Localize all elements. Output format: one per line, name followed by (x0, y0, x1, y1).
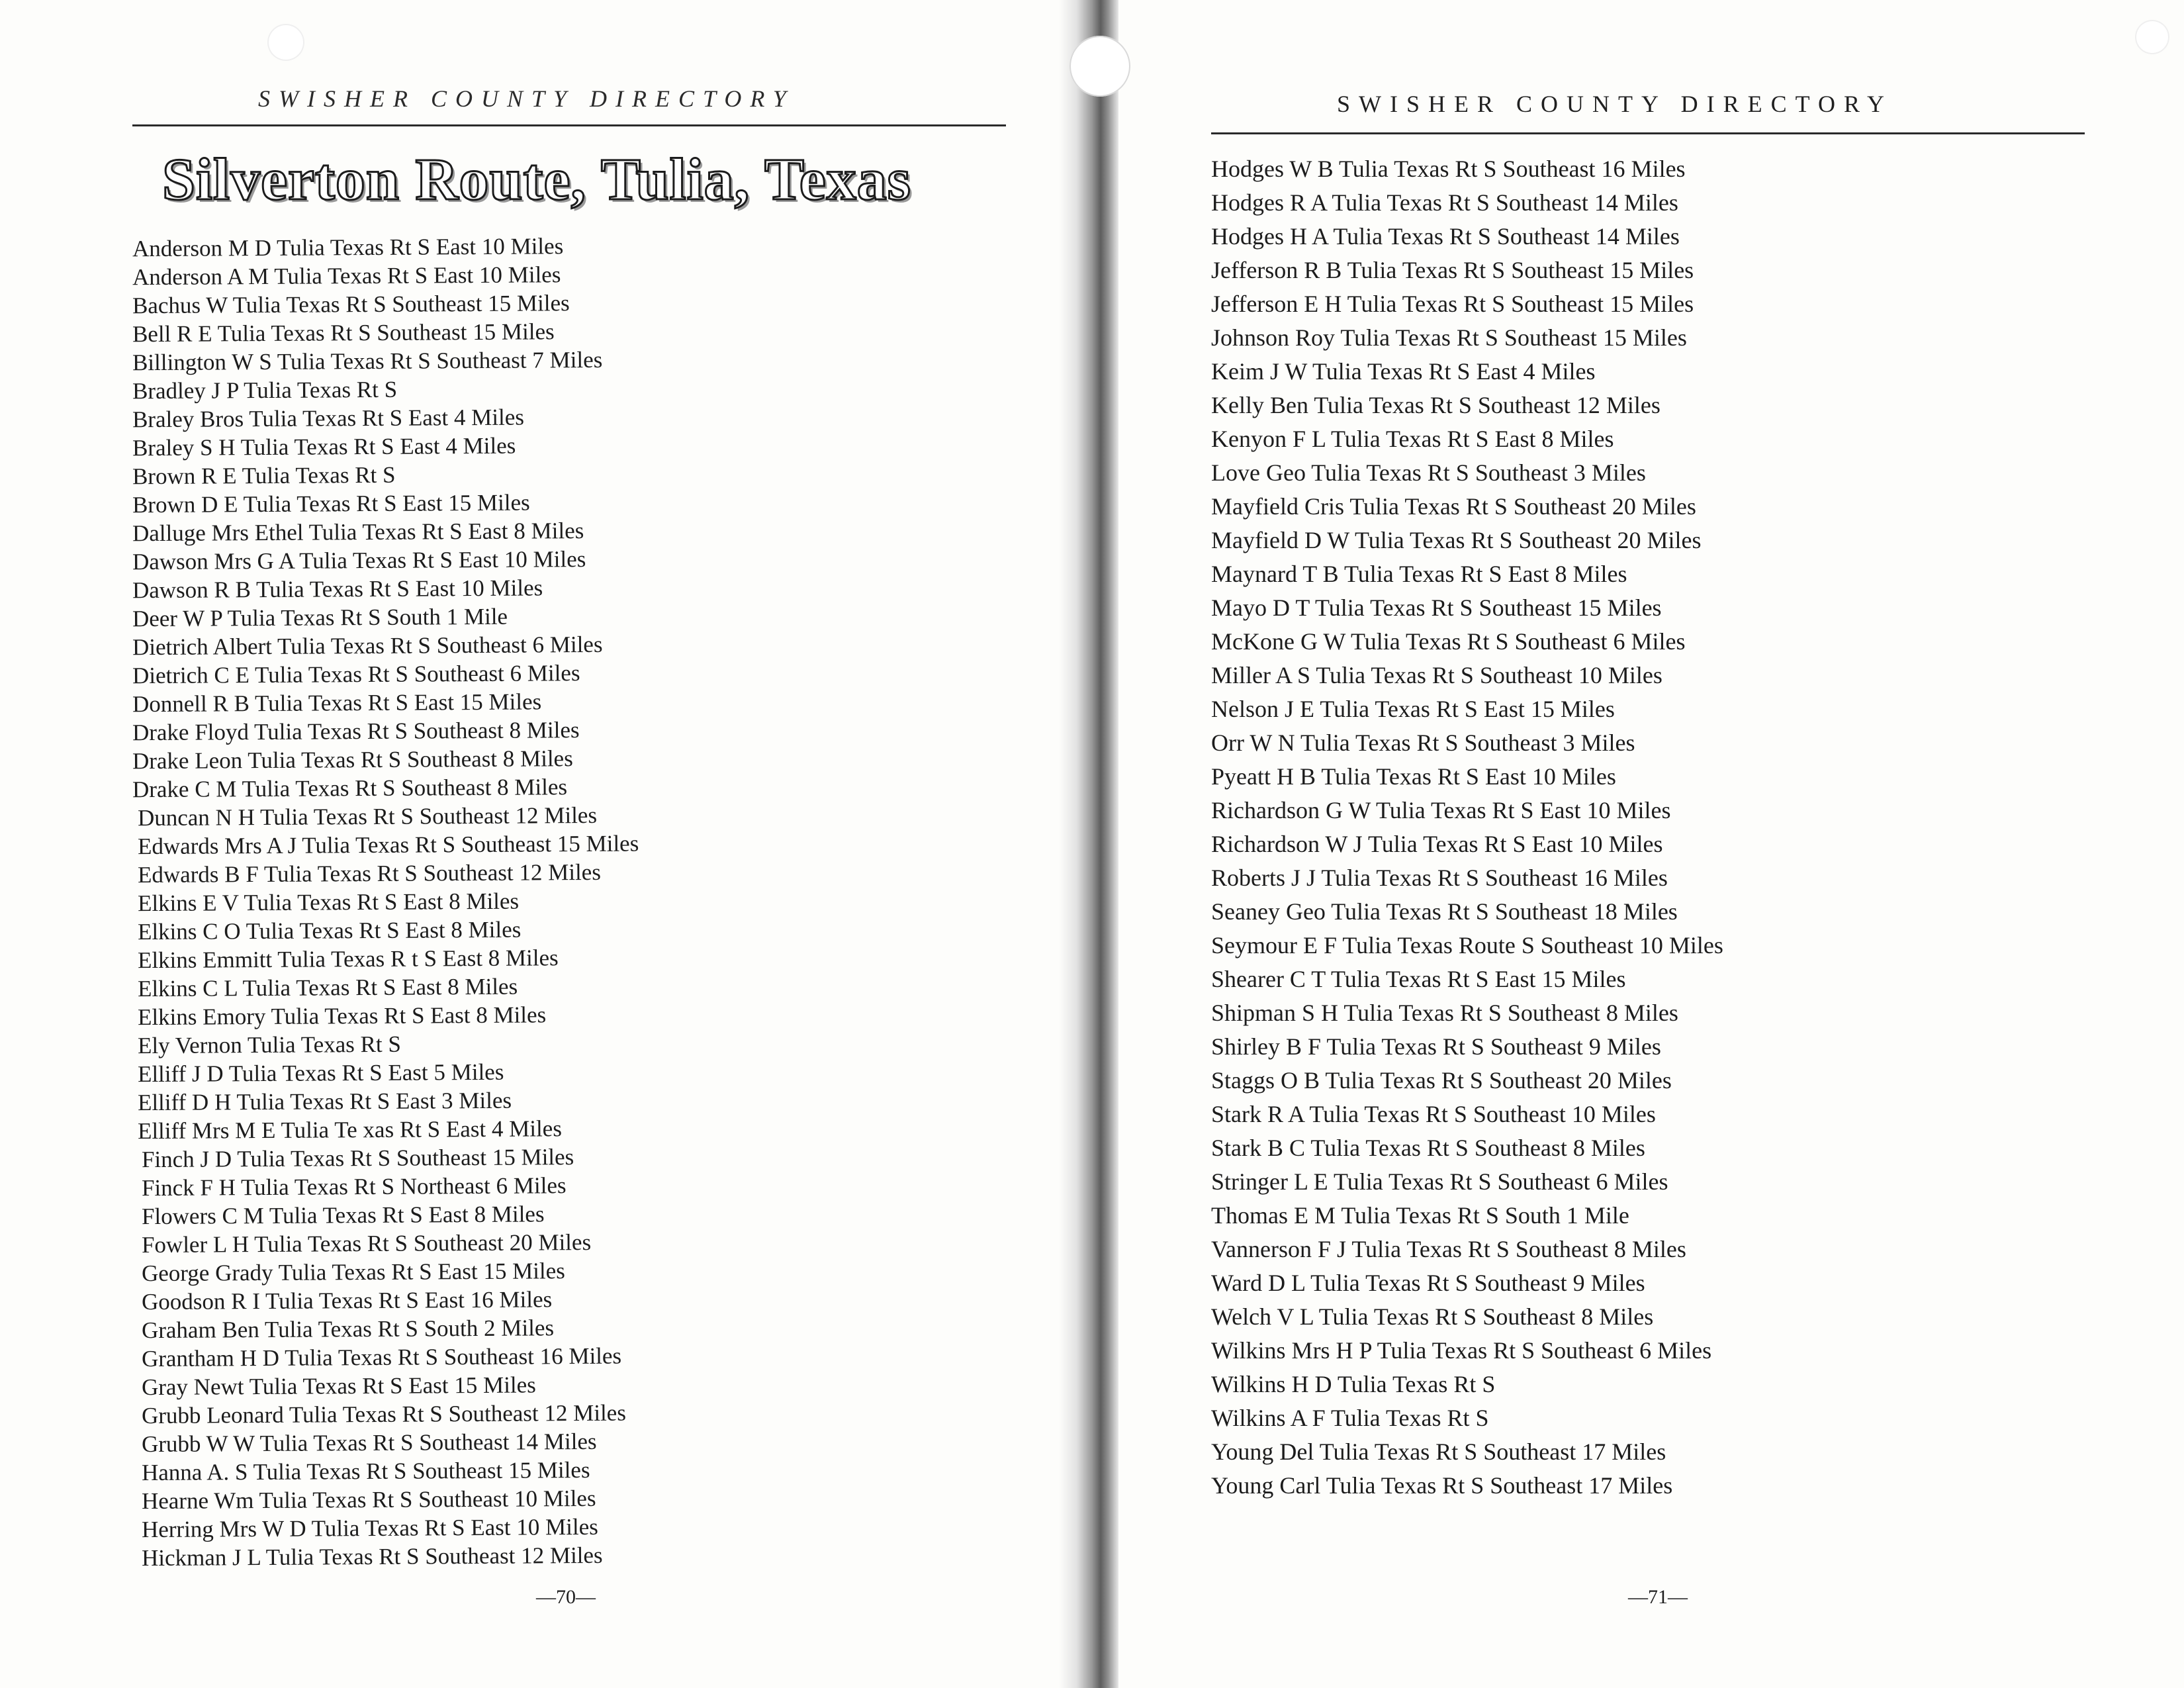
directory-entry: Bell R E Tulia Texas Rt S Southeast 15 Miles (132, 318, 555, 348)
directory-entry: Elkins Emmitt Tulia Texas R t S East 8 Miles (137, 945, 559, 974)
directory-entry: Elkins C O Tulia Texas Rt S East 8 Miles (137, 916, 522, 945)
directory-entry: Kelly Ben Tulia Texas Rt S Southeast 12 Miles (1211, 392, 1661, 418)
binding-gutter (1059, 0, 1118, 1688)
directory-entry: Flowers C M Tulia Texas Rt S East 8 Miles (141, 1201, 545, 1230)
directory-entry: Johnson Roy Tulia Texas Rt S Southeast 15 Miles (1211, 324, 1687, 351)
directory-entry: Mayo D T Tulia Texas Rt S Southeast 15 Miles (1211, 594, 1662, 621)
directory-entry: Orr W N Tulia Texas Rt S Southeast 3 Miles (1211, 729, 1635, 756)
punch-hole (2135, 20, 2169, 54)
directory-entry: Maynard T B Tulia Texas Rt S East 8 Miles (1211, 561, 1627, 587)
directory-entry: McKone G W Tulia Texas Rt S Southeast 6 Miles (1211, 628, 1686, 655)
directory-entry: Fowler L H Tulia Texas Rt S Southeast 20 Miles (141, 1229, 592, 1258)
directory-entry: Nelson J E Tulia Texas Rt S East 15 Miles (1211, 696, 1615, 722)
directory-entry: Elkins Emory Tulia Texas Rt S East 8 Miles (137, 1002, 547, 1031)
directory-entry: Hearne Wm Tulia Texas Rt S Southeast 10 Miles (141, 1485, 596, 1515)
punch-hole (1069, 36, 1130, 97)
directory-entry: Vannerson F J Tulia Texas Rt S Southeast 8 Miles (1211, 1236, 1686, 1262)
directory-entry: Bachus W Tulia Texas Rt S Southeast 15 Miles (132, 290, 570, 319)
directory-entry: Stringer L E Tulia Texas Rt S Southeast 6 Miles (1211, 1168, 1668, 1195)
directory-entry: Hodges H A Tulia Texas Rt S Southeast 14 Miles (1211, 223, 1680, 250)
directory-entry: Young Carl Tulia Texas Rt S Southeast 17 Miles (1211, 1472, 1673, 1499)
directory-entry: Shearer C T Tulia Texas Rt S East 15 Miles (1211, 966, 1626, 992)
directory-entry: Duncan N H Tulia Texas Rt S Southeast 12 Miles (137, 802, 598, 831)
directory-entry: Grubb Leonard Tulia Texas Rt S Southeast 12 Miles (141, 1399, 627, 1429)
directory-entry: Anderson M D Tulia Texas Rt S East 10 Miles (132, 233, 564, 262)
directory-entry: Young Del Tulia Texas Rt S Southeast 17 Miles (1211, 1438, 1666, 1465)
directory-entry: Hodges R A Tulia Texas Rt S Southeast 14 Miles (1211, 189, 1678, 216)
directory-entry: Mayfield D W Tulia Texas Rt S Southeast 20 Miles (1211, 527, 1702, 553)
directory-entry: Hodges W B Tulia Texas Rt S Southeast 16 Miles (1211, 156, 1686, 182)
directory-entry: Staggs O B Tulia Texas Rt S Southeast 20 Miles (1211, 1067, 1672, 1094)
directory-entry: Donnell R B Tulia Texas Rt S East 15 Miles (132, 688, 542, 718)
directory-entry: Shipman S H Tulia Texas Rt S Southeast 8 Miles (1211, 1000, 1678, 1026)
directory-entry: Dietrich Albert Tulia Texas Rt S Southeast 6 Miles (132, 631, 603, 661)
directory-entry: Elkins C L Tulia Texas Rt S East 8 Miles (137, 973, 518, 1002)
directory-entry: Ward D L Tulia Texas Rt S Southeast 9 Miles (1211, 1270, 1645, 1296)
directory-entry: Dalluge Mrs Ethel Tulia Texas Rt S East 8 Miles (132, 518, 584, 547)
directory-entry: Deer W P Tulia Texas Rt S South 1 Mile (132, 603, 508, 632)
directory-entry: Edwards B F Tulia Texas Rt S Southeast 12 Miles (137, 859, 602, 888)
directory-entry: Brown D E Tulia Texas Rt S East 15 Miles (132, 489, 530, 518)
directory-entry: Wilkins H D Tulia Texas Rt S (1211, 1371, 1496, 1397)
directory-entry: Finck F H Tulia Texas Rt S Northeast 6 Miles (141, 1172, 567, 1201)
directory-entry: Herring Mrs W D Tulia Texas Rt S East 10 Miles (141, 1513, 598, 1543)
directory-entry: Drake Leon Tulia Texas Rt S Southeast 8 Miles (132, 745, 573, 774)
header-rule (1211, 132, 2085, 134)
directory-entry: Seaney Geo Tulia Texas Rt S Southeast 18 Miles (1211, 898, 1678, 925)
running-head: SWISHER COUNTY DIRECTORY (1337, 91, 1893, 117)
directory-entry: Braley Bros Tulia Texas Rt S East 4 Miles (132, 404, 525, 433)
left-page (0, 0, 1059, 1688)
directory-entry: Billington W S Tulia Texas Rt S Southeast 7 Miles (132, 346, 603, 376)
directory-entry: Jefferson E H Tulia Texas Rt S Southeast 15 Miles (1211, 291, 1694, 317)
directory-entry: Richardson G W Tulia Texas Rt S East 10 Miles (1211, 797, 1671, 823)
directory-entry: Ely Vernon Tulia Texas Rt S (137, 1031, 401, 1059)
directory-entry: Shirley B F Tulia Texas Rt S Southeast 9 Miles (1211, 1033, 1661, 1060)
directory-entry: Miller A S Tulia Texas Rt S Southeast 10 Miles (1211, 662, 1662, 688)
directory-entry: Dietrich C E Tulia Texas Rt S Southeast 6 Miles (132, 660, 580, 689)
directory-listing (1211, 152, 2164, 1503)
directory-entry: Elliff Mrs M E Tulia Te xas Rt S East 4 Miles (137, 1115, 563, 1145)
directory-entry: Richardson W J Tulia Texas Rt S East 10 Miles (1211, 831, 1663, 857)
page-number: —71— (1628, 1586, 1688, 1608)
directory-entry: Pyeatt H B Tulia Texas Rt S East 10 Miles (1211, 763, 1616, 790)
right-page (1118, 0, 2184, 1688)
page-number: —70— (536, 1586, 596, 1608)
directory-entry: Brown R E Tulia Texas Rt S (132, 461, 396, 490)
directory-entry: Dawson R B Tulia Texas Rt S East 10 Miles (132, 575, 543, 604)
directory-entry: Dawson Mrs G A Tulia Texas Rt S East 10 Miles (132, 546, 586, 575)
header-rule (132, 124, 1006, 126)
directory-entry: Stark B C Tulia Texas Rt S Southeast 8 Miles (1211, 1135, 1645, 1161)
directory-entry: Graham Ben Tulia Texas Rt S South 2 Miles (141, 1315, 555, 1344)
directory-entry: Welch V L Tulia Texas Rt S Southeast 8 Miles (1211, 1303, 1654, 1330)
directory-entry: Edwards Mrs A J Tulia Texas Rt S Southeast 15 Miles (137, 830, 639, 860)
directory-entry: George Grady Tulia Texas Rt S East 15 Miles (141, 1258, 565, 1287)
directory-entry: Kenyon F L Tulia Texas Rt S East 8 Miles (1211, 426, 1614, 452)
directory-entry: Stark R A Tulia Texas Rt S Southeast 10 Miles (1211, 1101, 1656, 1127)
directory-entry: Finch J D Tulia Texas Rt S Southeast 15 Miles (141, 1144, 574, 1173)
directory-entry: Hanna A. S Tulia Texas Rt S Southeast 15 Miles (141, 1456, 590, 1486)
directory-entry: Elkins E V Tulia Texas Rt S East 8 Miles (137, 888, 520, 917)
directory-entry: Grantham H D Tulia Texas Rt S Southeast 16 Miles (141, 1342, 622, 1372)
directory-entry: Elliff D H Tulia Texas Rt S East 3 Miles (137, 1087, 512, 1116)
directory-entry: Love Geo Tulia Texas Rt S Southeast 3 Miles (1211, 459, 1646, 486)
directory-entry: Jefferson R B Tulia Texas Rt S Southeast 15 Miles (1211, 257, 1694, 283)
directory-entry: Grubb W W Tulia Texas Rt S Southeast 14 Miles (141, 1428, 597, 1458)
directory-entry: Gray Newt Tulia Texas Rt S East 15 Miles (141, 1372, 536, 1401)
directory-entry: Goodson R I Tulia Texas Rt S East 16 Miles (141, 1286, 553, 1315)
directory-entry: Keim J W Tulia Texas Rt S East 4 Miles (1211, 358, 1596, 385)
directory-entry: Wilkins A F Tulia Texas Rt S (1211, 1405, 1489, 1431)
directory-entry: Roberts J J Tulia Texas Rt S Southeast 16 Miles (1211, 865, 1668, 891)
directory-entry: Braley S H Tulia Texas Rt S East 4 Miles (132, 432, 516, 461)
directory-listing (132, 232, 1046, 1570)
directory-entry: Wilkins Mrs H P Tulia Texas Rt S Southeast 6 Miles (1211, 1337, 1712, 1364)
directory-entry: Elliff J D Tulia Texas Rt S East 5 Miles (137, 1058, 504, 1088)
punch-hole (267, 24, 304, 61)
directory-entry: Drake C M Tulia Texas Rt S Southeast 8 Miles (132, 774, 568, 803)
running-head: SWISHER COUNTY DIRECTORY (258, 85, 795, 112)
directory-entry: Bradley J P Tulia Texas Rt S (132, 376, 398, 404)
route-title: Silverton Route, Tulia, Texas (162, 147, 911, 212)
directory-entry: Mayfield Cris Tulia Texas Rt S Southeast 20 Miles (1211, 493, 1696, 520)
directory-entry: Drake Floyd Tulia Texas Rt S Southeast 8 Miles (132, 717, 580, 746)
directory-entry: Seymour E F Tulia Texas Route S Southeast 10 Miles (1211, 932, 1723, 959)
directory-entry: Anderson A M Tulia Texas Rt S East 10 Miles (132, 261, 561, 291)
directory-entry: Hickman J L Tulia Texas Rt S Southeast 12 Miles (141, 1542, 603, 1571)
directory-entry: Thomas E M Tulia Texas Rt S South 1 Mile (1211, 1202, 1629, 1229)
